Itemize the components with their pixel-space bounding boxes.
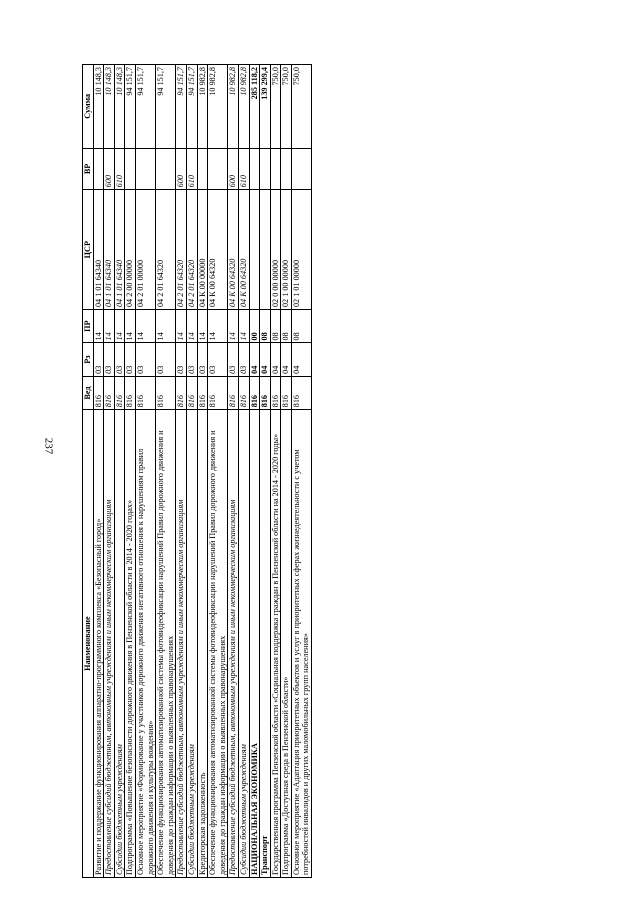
row-csr: 04 2 01 00000 [135,190,155,310]
row-pr: 14 [156,310,176,343]
row-pr: 14 [114,310,125,343]
row-name: Обеспечение функционирования автоматизированной системы фотовидеофиксации нарушений Правил дорожного движения и доведения до граждан информации о выявленных правонарушениях [156,410,176,878]
rotated-page-content [82,64,560,878]
row-rz: 04 [291,343,311,376]
row-sum: 10 982,8 [238,65,249,149]
row-csr: 04 2 01 64320 [156,190,176,310]
row-pr: 14 [208,310,228,343]
row-name: Обеспечение функционирования автоматизированной системы фотовидеофиксации нарушений Правил дорожного движения и доведения до граждан информации о выявленных правонарушениях [208,410,228,878]
row-csr [260,190,271,310]
row-ved: 816 [208,376,228,409]
table-row [114,65,125,878]
table-row [135,65,155,878]
header-csr: ЦСР [83,190,94,310]
row-csr [249,190,260,310]
row-pr: 14 [238,310,249,343]
row-ved: 816 [249,376,260,409]
table-row [249,65,260,878]
row-pr: 14 [135,310,155,343]
row-sum: 94 151,7 [176,65,187,149]
row-csr: 02 1 00 00000 [281,190,292,310]
row-rz: 03 [104,343,115,376]
row-vr: 610 [186,148,197,190]
row-pr: 08 [260,310,271,343]
row-pr: 14 [104,310,115,343]
table-row [270,65,281,878]
row-pr: 08 [270,310,281,343]
row-ved: 816 [176,376,187,409]
header-name: Наименование [83,410,94,878]
row-sum: 285 118,2 [249,65,260,149]
table-row [156,65,176,878]
row-name: Субсидии бюджетным учреждениям [238,410,249,878]
row-pr: 14 [186,310,197,343]
row-name: Основное мероприятие «Формирование у участников дорожного движения негативного отношения к нарушениям правил дорожного движения и культуры вождения» [135,410,155,878]
row-ved: 816 [281,376,292,409]
table-row [186,65,197,878]
row-ved: 816 [93,376,104,409]
row-sum: 750,0 [270,65,281,149]
row-sum: 94 151,7 [135,65,155,149]
row-csr: 04 К 00 64320 [208,190,228,310]
row-ved: 816 [114,376,125,409]
row-sum: 750,0 [291,65,311,149]
row-csr: 04 К 00 64320 [228,190,239,310]
page-number: 237 [42,437,55,455]
row-vr: 610 [114,148,125,190]
row-pr: 14 [228,310,239,343]
row-ved: 816 [260,376,271,409]
row-csr: 02 0 00 00000 [270,190,281,310]
table-row [176,65,187,878]
row-ved: 816 [186,376,197,409]
row-ved: 816 [104,376,115,409]
row-name: Предоставление субсидий бюджетным, автономным учреждениям и иным некоммерческим организациям [176,410,187,878]
budget-table [82,64,312,878]
row-sum: 94 151,7 [125,65,136,149]
table-row [228,65,239,878]
row-vr [208,148,228,190]
row-vr [270,148,281,190]
row-ved: 816 [228,376,239,409]
table-row [260,65,271,878]
row-rz: 03 [176,343,187,376]
row-vr: 600 [228,148,239,190]
row-pr: 14 [93,310,104,343]
row-rz: 03 [93,343,104,376]
row-csr: 04 1 01 64340 [114,190,125,310]
row-csr: 04 1 01 64340 [93,190,104,310]
row-name: Кредиторская задолженность [197,410,208,878]
row-vr [156,148,176,190]
row-ved: 816 [270,376,281,409]
row-csr: 04 К 00 00000 [197,190,208,310]
row-pr: 14 [176,310,187,343]
row-vr [260,148,271,190]
row-sum: 10 148,3 [93,65,104,149]
row-vr: 600 [104,148,115,190]
table-row [104,65,115,878]
row-name: Подпрограмма «Повышение безопасности дорожного движения в Пензенской области в 2014 - 2020 годах» [125,410,136,878]
row-name: Основное мероприятие «Адаптация приоритетных объектов и услуг в приоритетных сферах жизнедеятельности с учетом потребностей инвалидов и других маломобильных групп населения» [291,410,311,878]
row-name: Предоставление субсидий бюджетным, автономным учреждениям и иным некоммерческим организациям [228,410,239,878]
row-ved: 816 [125,376,136,409]
header-ved: Вед [83,376,94,409]
row-name: НАЦИОНАЛЬНАЯ ЭКОНОМИКА [249,410,260,878]
row-pr: 08 [281,310,292,343]
row-rz: 04 [260,343,271,376]
row-rz: 04 [249,343,260,376]
row-ved: 816 [156,376,176,409]
row-ved: 816 [197,376,208,409]
table-row [93,65,104,878]
row-vr [291,148,311,190]
row-rz: 04 [270,343,281,376]
header-pr: ПР [83,310,94,343]
row-csr: 04 2 01 64320 [186,190,197,310]
row-pr: 00 [249,310,260,343]
row-name: Подпрограмма «Доступная среда в Пензенской области» [281,410,292,878]
row-sum: 10 148,3 [104,65,115,149]
row-name: Транспорт [260,410,271,878]
row-vr: 610 [238,148,249,190]
row-rz: 03 [156,343,176,376]
row-name: Развитие и поддержание функционирования аппаратно-программного комплекса «Безопасный город» [93,410,104,878]
row-vr [93,148,104,190]
row-vr [281,148,292,190]
row-pr: 14 [197,310,208,343]
row-rz: 03 [135,343,155,376]
row-sum: 10 982,8 [197,65,208,149]
row-rz: 03 [125,343,136,376]
row-vr [249,148,260,190]
header-vr: ВР [83,148,94,190]
row-name: Субсидии бюджетным учреждениям [114,410,125,878]
row-vr [125,148,136,190]
row-csr: 04 2 00 00000 [125,190,136,310]
row-pr: 08 [291,310,311,343]
row-sum: 10 982,8 [228,65,239,149]
row-sum: 10 982,8 [208,65,228,149]
row-ved: 816 [135,376,155,409]
row-sum: 750,0 [281,65,292,149]
row-sum: 139 299,4 [260,65,271,149]
table-row [208,65,228,878]
row-rz: 03 [114,343,125,376]
table-header-row [83,65,94,878]
row-pr: 14 [125,310,136,343]
row-rz: 03 [228,343,239,376]
row-name: Предоставление субсидий бюджетным, автономным учреждениям и иным некоммерческим организациям [104,410,115,878]
row-vr [197,148,208,190]
row-csr: 04 2 01 64320 [176,190,187,310]
table-row [281,65,292,878]
table-row [197,65,208,878]
row-sum: 94 151,7 [156,65,176,149]
row-csr: 04 1 01 64340 [104,190,115,310]
row-ved: 816 [291,376,311,409]
row-rz: 03 [197,343,208,376]
row-csr: 04 К 00 64320 [238,190,249,310]
row-ved: 816 [238,376,249,409]
row-rz: 03 [186,343,197,376]
row-sum: 94 151,7 [186,65,197,149]
table-row [238,65,249,878]
row-rz: 04 [281,343,292,376]
row-rz: 03 [208,343,228,376]
row-name: Государственная программа Пензенской области «Социальная поддержка граждан в Пензенской области на 2014 - 2020 годы» [270,410,281,878]
header-sum: Сумма [83,65,94,149]
table-row [125,65,136,878]
row-vr [135,148,155,190]
row-sum: 10 148,3 [114,65,125,149]
row-vr: 600 [176,148,187,190]
row-rz: 03 [238,343,249,376]
row-csr: 02 1 01 00000 [291,190,311,310]
table-row [291,65,311,878]
header-rz: Рз [83,343,94,376]
row-name: Субсидии бюджетным учреждениям [186,410,197,878]
